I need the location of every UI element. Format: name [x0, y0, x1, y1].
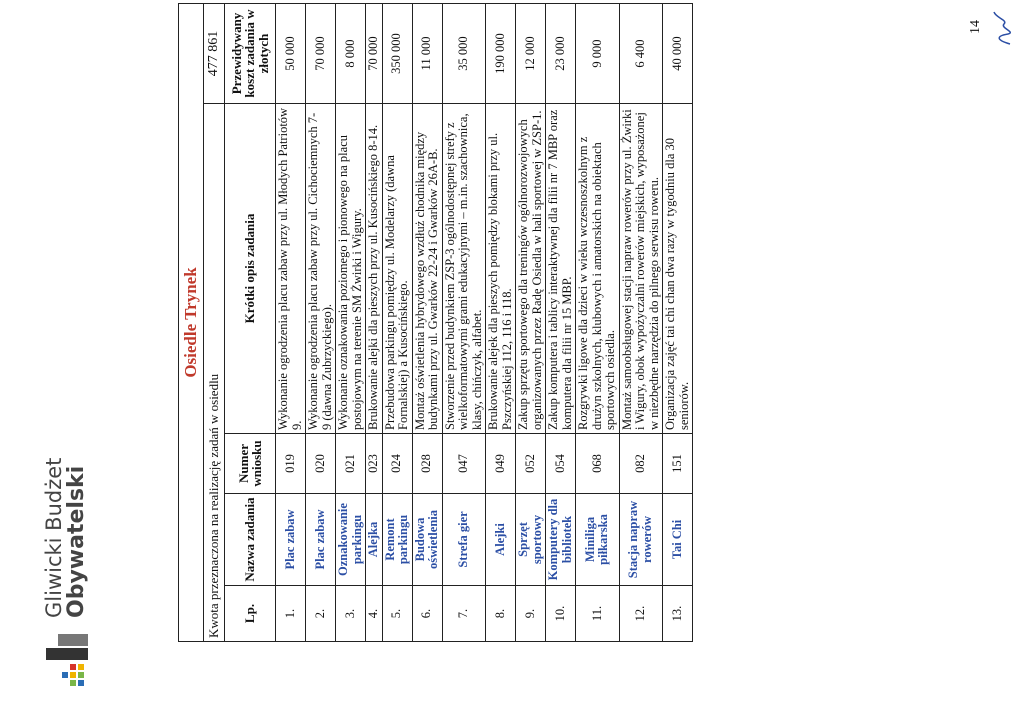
row-description: Brukowanie alejki dla pieszych przy ul. Kusocińskiego 8-14. [366, 104, 383, 434]
table-row [576, 3, 620, 641]
logo-line-2: Obywatelski [64, 465, 90, 618]
row-cost: 6 400 [619, 3, 663, 103]
row-description: Wykonanie ogrodzenia placu zabaw przy ul. Młodych Patriotów 9. [276, 104, 306, 434]
row-application-number: 021 [336, 434, 366, 494]
kwota-label: Kwota przeznaczona na realizację zadań w osiedlu [204, 104, 225, 642]
row-description: Brukowanie alejek dla pieszych pomiędzy blokami przy ul. Pszczyńskiej 112, 116 i 118. [486, 104, 516, 434]
row-lp: 13. [663, 586, 693, 642]
row-cost: 12 000 [516, 3, 546, 103]
row-lp: 2. [306, 586, 336, 642]
table-row [366, 3, 383, 641]
row-description: Przebudowa parkingu pomiędzy ul. Modelarzy (dawna Fornalskiej) a Kusocińskiego. [382, 104, 412, 434]
row-description: Zakup sprzętu sportowego dla treningów ogólnorozwojowych organizowanych przez Radę Osiedla w hali sportowej w ZSP-1. [516, 104, 546, 434]
table-row [546, 3, 576, 641]
table-row [276, 3, 306, 641]
handwritten-mark-icon [990, 8, 1018, 48]
row-cost: 9 000 [576, 3, 620, 103]
header-number: Numer wniosku [225, 434, 276, 494]
row-cost: 11 000 [412, 3, 442, 103]
kwota-row [204, 3, 225, 641]
row-application-number: 019 [276, 434, 306, 494]
table-row [442, 3, 486, 641]
row-task-name: Stacja napraw rowerów [619, 494, 663, 586]
page-number: 14 [968, 20, 983, 34]
table-row [382, 3, 412, 641]
row-task-name: Plac zabaw [306, 494, 336, 586]
row-task-name: Oznakowanie parkingu [336, 494, 366, 586]
row-cost: 190 000 [486, 3, 516, 103]
row-application-number: 049 [486, 434, 516, 494]
row-lp: 4. [366, 586, 383, 642]
row-description: Organizacja zajęć tai chi chan dwa razy w tygodniu dla 30 seniorów. [663, 104, 693, 434]
row-description: Wykonanie oznakowania poziomego i pionowego na placu postojowym na terenie SM Żwirki i Wigury. [336, 104, 366, 434]
table-row [619, 3, 663, 641]
table-row [336, 3, 366, 641]
row-task-name: Strefa gier [442, 494, 486, 586]
row-cost: 70 000 [366, 3, 383, 103]
header-description: Krótki opis zadania [225, 104, 276, 434]
row-application-number: 068 [576, 434, 620, 494]
header-lp: Lp. [225, 586, 276, 642]
row-lp: 9. [516, 586, 546, 642]
row-lp: 1. [276, 586, 306, 642]
row-description: Montaż samoobsługowej stacji napraw rowerów przy ul. Żwirki i Wigury, obok wypożyczalni rowerów miejskich, wyposażonej w niezbędne narzędzia do pilnego serwisu roweru. [619, 104, 663, 434]
row-lp: 10. [546, 586, 576, 642]
row-cost: 350 000 [382, 3, 412, 103]
tasks-table-wrapper [178, 4, 693, 642]
row-task-name: Sprzęt sportowy [516, 494, 546, 586]
row-cost: 50 000 [276, 3, 306, 103]
row-cost: 40 000 [663, 3, 693, 103]
row-task-name: Budowa oświetlenia [412, 494, 442, 586]
row-application-number: 047 [442, 434, 486, 494]
row-description: Zakup komputera i tablicy interaktywnej dla filii nr 7 MBP oraz komputera dla filii nr 15 MBP. [546, 104, 576, 434]
row-application-number: 023 [366, 434, 383, 494]
row-cost: 35 000 [442, 3, 486, 103]
row-application-number: 082 [619, 434, 663, 494]
row-lp: 11. [576, 586, 620, 642]
table-row [663, 3, 693, 641]
row-task-name: Komputery dla bibliotek [546, 494, 576, 586]
table-row [486, 3, 516, 641]
gbo-logo [40, 458, 92, 686]
row-lp: 3. [336, 586, 366, 642]
table-row [516, 3, 546, 641]
row-lp: 8. [486, 586, 516, 642]
row-cost: 8 000 [336, 3, 366, 103]
row-cost: 23 000 [546, 3, 576, 103]
row-application-number: 052 [516, 434, 546, 494]
row-task-name: Miniliga piłkarska [576, 494, 620, 586]
row-task-name: Alejki [486, 494, 516, 586]
header-cost: Przewidywany koszt zadania w złotych [225, 3, 276, 103]
row-task-name: Alejka [366, 494, 383, 586]
row-lp: 6. [412, 586, 442, 642]
osiedle-title: Osiedle Trynek [179, 3, 204, 641]
table-row [306, 3, 336, 641]
logo-line-1: Gliwicki Budżet [42, 457, 67, 618]
gbo-logo-icon [40, 628, 92, 686]
header-name: Nazwa zadania [225, 494, 276, 586]
table-row [412, 3, 442, 641]
row-lp: 7. [442, 586, 486, 642]
osiedle-row [179, 3, 204, 641]
row-application-number: 028 [412, 434, 442, 494]
row-application-number: 151 [663, 434, 693, 494]
row-application-number: 024 [382, 434, 412, 494]
row-description: Montaż oświetlenia hybrydowego wzdłuż chodnika między budynkami przy ul. Gwarków 22-24 i Gwarków 26A-B. [412, 104, 442, 434]
row-application-number: 054 [546, 434, 576, 494]
row-task-name: Plac zabaw [276, 494, 306, 586]
row-task-name: Remont parkingu [382, 494, 412, 586]
row-lp: 5. [382, 586, 412, 642]
row-description: Stworzenie przed budynkiem ZSP-3 ogólnodostępnej strefy z wielkoformatowymi grami edukacyjnymi – m.in. szachownica, klasy, chińczyk, alfabet. [442, 104, 486, 434]
row-cost: 70 000 [306, 3, 336, 103]
row-application-number: 020 [306, 434, 336, 494]
row-description: Wykonanie ogrodzenia placu zabaw przy ul. Cichociemnych 7-9 (dawna Zubrzyckiego). [306, 104, 336, 434]
row-task-name: Tai Chi [663, 494, 693, 586]
tasks-table [178, 3, 693, 642]
kwota-value: 477 861 [204, 3, 225, 103]
table-header-row [225, 3, 276, 641]
row-lp: 12. [619, 586, 663, 642]
row-description: Rozgrywki ligowe dla dzieci w wieku wczesnoszkolnym z drużyn szkolnych, klubowych i amatorskich na obiektach sportowych osiedla. [576, 104, 620, 434]
